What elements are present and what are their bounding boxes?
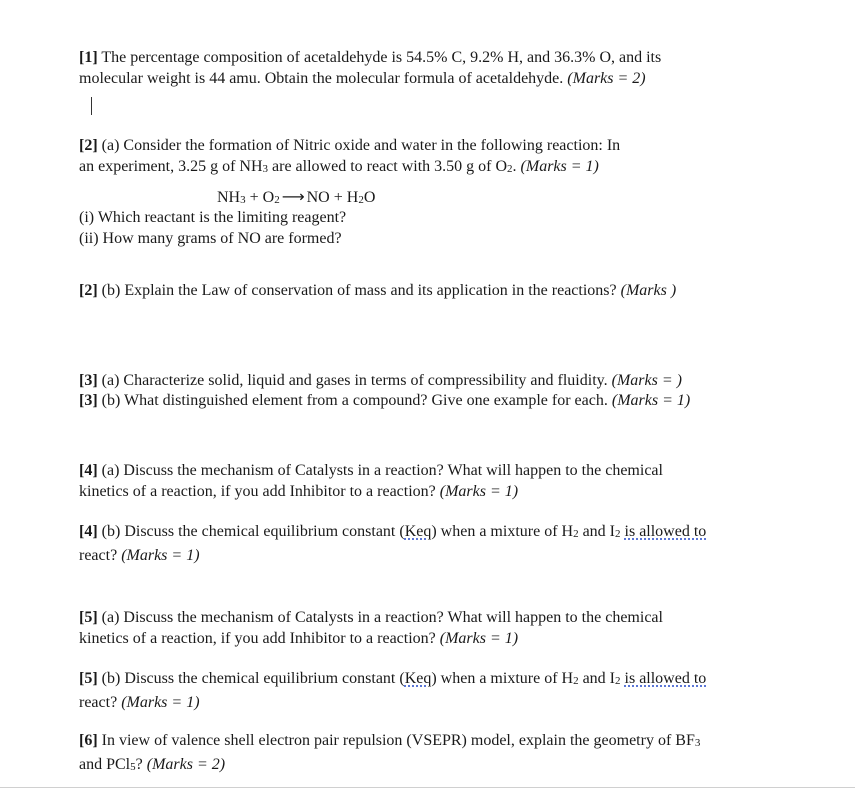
question-number: [5] bbox=[79, 609, 98, 626]
question-number: [3] bbox=[79, 392, 98, 409]
subpart-i: (i) Which reactant is the limiting reagent? bbox=[79, 209, 347, 226]
question-4a: [4] (a) Discuss the mechanism of Catalysts in a reaction? What will happen to the chemical kinetics of a reaction, if you add Inhibitor to a reaction? (Marks = 1) bbox=[79, 462, 663, 500]
question-number: [5] bbox=[79, 670, 98, 687]
marks-label: (Marks = 1) bbox=[611, 392, 691, 409]
text-cursor bbox=[91, 97, 92, 115]
question-2b: [2] (b) Explain the Law of conservation of mass and its application in the reactions? (Marks ) bbox=[79, 282, 677, 299]
question-3b: [3] (b) What distinguished element from a compound? Give one example for each. (Marks = 1) bbox=[79, 392, 691, 409]
question-number: [6] bbox=[79, 732, 98, 749]
marks-label: (Marks = 1) bbox=[439, 483, 519, 500]
keq-term: Keq bbox=[404, 523, 432, 540]
keq-term: Keq bbox=[404, 670, 432, 687]
question-number: [1] bbox=[79, 49, 98, 66]
chemical-equation: NH3 + O2 ⟶ NO + H2O bbox=[217, 187, 376, 206]
marks-label: (Marks = 1) bbox=[121, 694, 200, 711]
question-2a-subparts bbox=[79, 207, 769, 249]
question-4b: [4] (b) Discuss the chemical equilibrium constant (Keq) when a mixture of H2 and I2 is allowed to react? (Marks = 1) bbox=[79, 523, 707, 564]
question-5b: [5] (b) Discuss the chemical equilibrium constant (Keq) when a mixture of H2 and I2 is allowed to react? (Marks = 1) bbox=[79, 670, 707, 711]
question-3a: [3] (a) Characterize solid, liquid and gases in terms of compressibility and fluidity. (Marks = ) bbox=[79, 372, 682, 389]
marks-label: (Marks = 1) bbox=[121, 547, 200, 564]
page-divider bbox=[0, 787, 855, 788]
marks-label: (Marks = 2) bbox=[567, 70, 646, 87]
marks-label: (Marks = 1) bbox=[520, 158, 599, 175]
question-number: [2] bbox=[79, 137, 98, 154]
marks-label: (Marks ) bbox=[620, 282, 677, 299]
question-number: [4] bbox=[79, 523, 98, 540]
question-1: [1] The percentage composition of acetaldehyde is 54.5% C, 9.2% H, and 36.3% O, and its molecular weight is 44 amu. Obtain the molecular formula of acetaldehyde. (Marks = 2) bbox=[79, 49, 662, 87]
question-6: [6] In view of valence shell electron pair repulsion (VSEPR) model, explain the geometry of BF3 and PCl5? (Marks = 2) bbox=[79, 732, 701, 773]
grammar-flag: is allowed to bbox=[624, 523, 707, 540]
question-number: [2] bbox=[79, 282, 98, 299]
marks-label: (Marks = 2) bbox=[146, 756, 226, 773]
right-arrow-icon: ⟶ bbox=[281, 187, 305, 206]
subpart-ii: (ii) How many grams of NO are formed? bbox=[79, 230, 342, 247]
question-number: [3] bbox=[79, 372, 98, 389]
grammar-flag: is allowed to bbox=[624, 670, 707, 687]
question-number: [4] bbox=[79, 462, 98, 479]
marks-label: (Marks = 1) bbox=[439, 630, 519, 647]
marks-label: (Marks = ) bbox=[611, 372, 682, 389]
question-2a: [2] (a) Consider the formation of Nitric oxide and water in the following reaction: In an experiment, 3.25 g of NH3 are allowed to react with 3.50 g of O2. (Marks = 1) bbox=[79, 137, 621, 175]
question-5a: [5] (a) Discuss the mechanism of Catalysts in a reaction? What will happen to the chemical kinetics of a reaction, if you add Inhibitor to a reaction? (Marks = 1) bbox=[79, 609, 663, 647]
